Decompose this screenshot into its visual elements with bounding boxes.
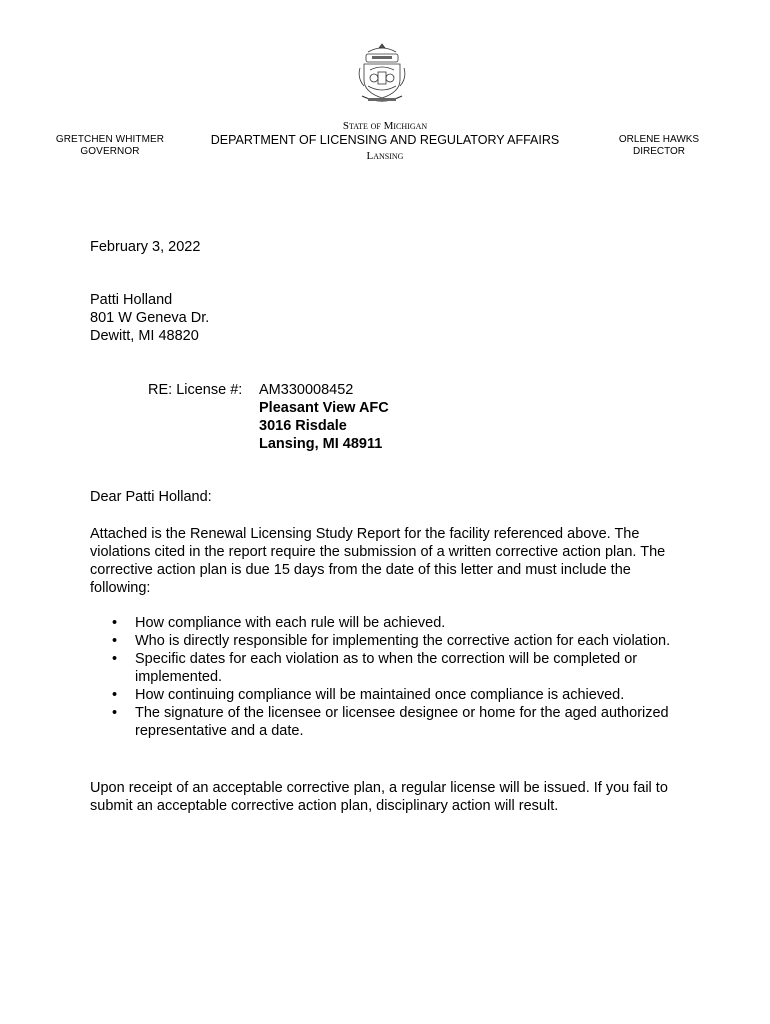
michigan-state-seal-icon (354, 40, 410, 106)
director-title: DIRECTOR (632, 146, 686, 157)
bullet-icon: • (112, 615, 118, 631)
paragraph-intro: Attached is the Renewal Licensing Study Report for the facility referenced above. The violations cited in the report require the submission of a written corrective action plan. The corrective action plan is due 15 days from the date of this letter and must include the following: (90, 526, 666, 596)
list-item (90, 632, 680, 650)
bullet-icon: • (112, 705, 118, 721)
recipient-street: 801 W Geneva Dr. (90, 310, 210, 326)
bullet-icon: • (112, 651, 118, 667)
list-item-text: Who is directly responsible for implementing the corrective action for each violation. (135, 633, 671, 649)
facility-name: Pleasant View AFC (259, 400, 389, 416)
governor-block (48, 134, 172, 158)
letter-date: February 3, 2022 (90, 239, 201, 255)
director-name: ORLENE HAWKS (618, 134, 700, 145)
recipient-city: Dewitt, MI 48820 (90, 328, 199, 344)
list-item-text: How continuing compliance will be maintained once compliance is achieved. (135, 687, 625, 703)
facility-city: Lansing, MI 48911 (259, 436, 383, 452)
recipient-name: Patti Holland (90, 292, 173, 308)
governor-name: GRETCHEN WHITMER (55, 134, 165, 145)
facility-block (259, 381, 389, 453)
governor-title: GOVERNOR (80, 146, 140, 157)
list-item (90, 614, 680, 632)
license-number: AM330008452 (259, 382, 354, 398)
bullet-icon: • (112, 633, 118, 649)
list-item-text: How compliance with each rule will be achieved. (135, 615, 446, 631)
facility-street: 3016 Risdale (259, 418, 347, 434)
director-block (600, 134, 718, 158)
requirements-list (90, 614, 680, 740)
re-license-label: RE: License #: (148, 382, 243, 398)
list-item (90, 650, 680, 686)
department-name: DEPARTMENT OF LICENSING AND REGULATORY AFFAIRS (210, 133, 560, 147)
bullet-icon: • (112, 687, 118, 703)
list-item-text: Specific dates for each violation as to when the correction will be completed or implemented. (135, 651, 638, 685)
list-item-text: The signature of the licensee or licensee designee or home for the aged authorized representative and a date. (135, 705, 669, 739)
state-name: State of Michigan (342, 120, 428, 132)
list-item (90, 704, 680, 740)
city-name: Lansing (366, 150, 404, 162)
list-item (90, 686, 680, 704)
recipient-address (90, 291, 209, 345)
salutation: Dear Patti Holland: (90, 489, 212, 505)
paragraph-closing: Upon receipt of an acceptable corrective plan, a regular license will be issued. If you fail to submit an acceptable corrective action plan, disciplinary action will result. (90, 780, 668, 814)
